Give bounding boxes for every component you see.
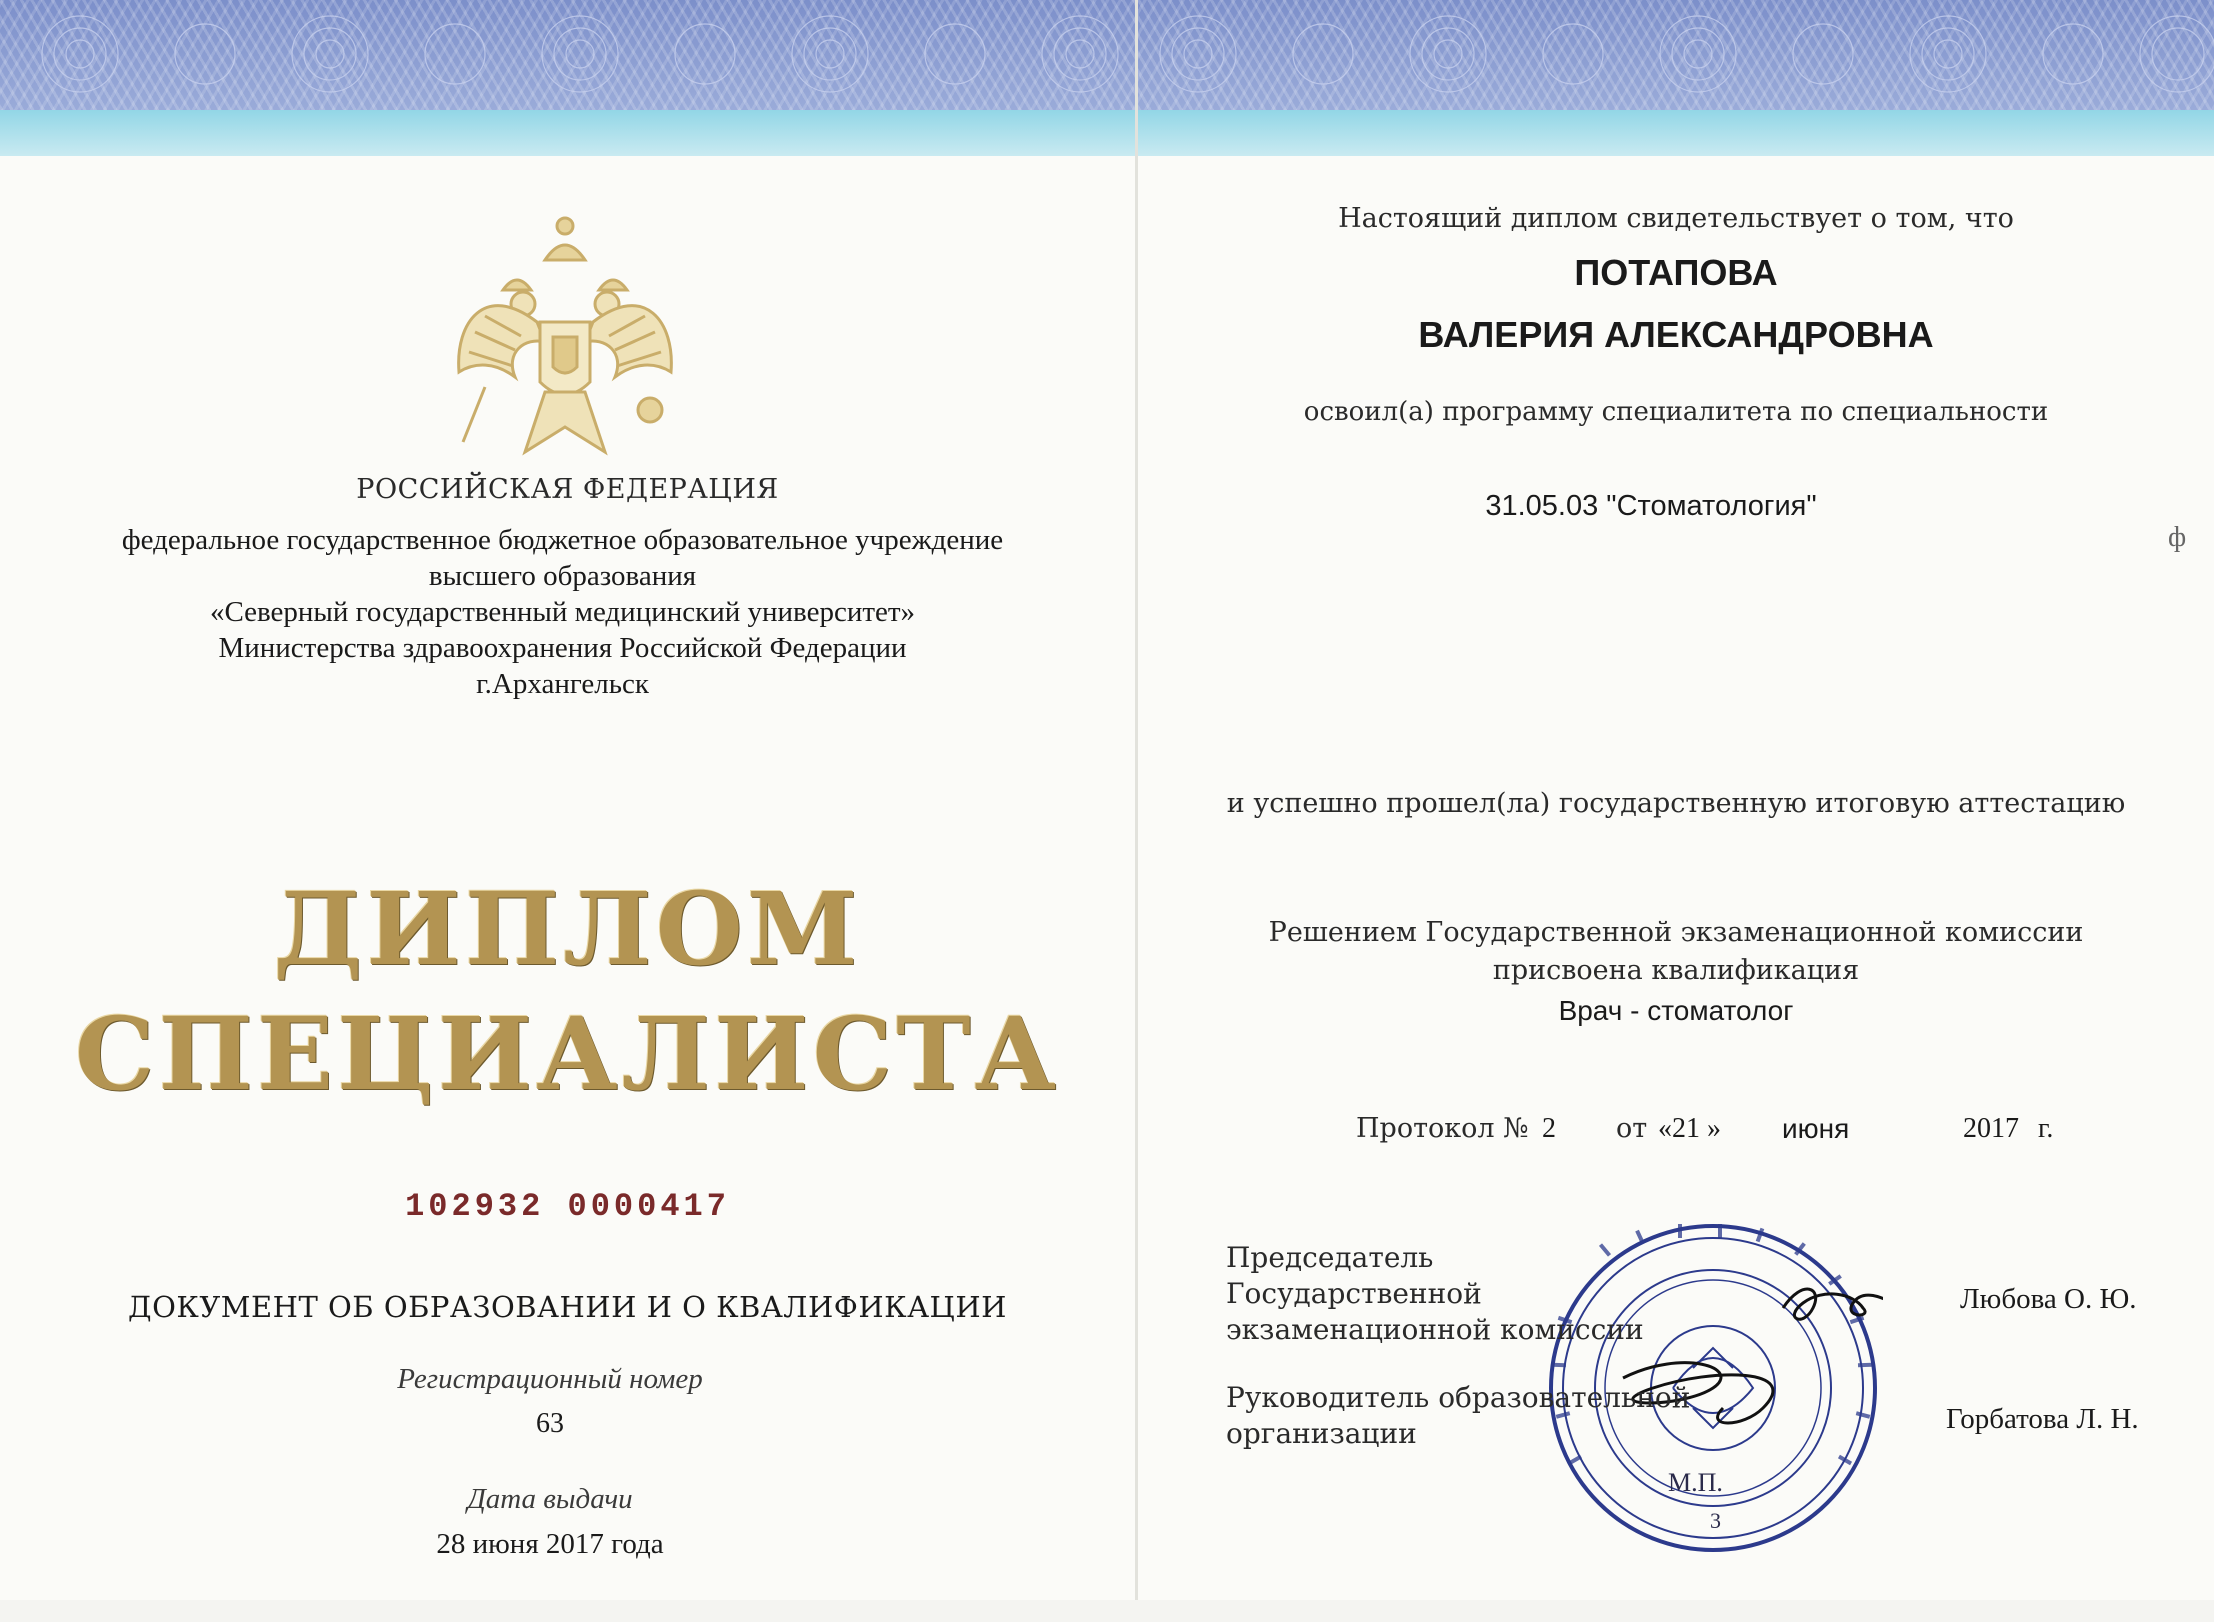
qualification: Врач - стоматолог: [1558, 995, 1794, 1026]
institution-block: [40, 522, 1085, 702]
chairman-title-line-1: Председатель: [1226, 1241, 1434, 1274]
diploma-title-line-1: ДИПЛОМ: [273, 870, 862, 988]
registration-label: Регистрационный номер: [397, 1363, 703, 1395]
decision-line-2: присвоена квалификация: [1492, 955, 1860, 986]
stamp-place-mark: М.П.: [1668, 1468, 1723, 1497]
protocol-day: «21 »: [1658, 1113, 1721, 1144]
protocol-number: 2: [1542, 1113, 1556, 1144]
graduate-surname: ПОТАПОВА: [1574, 252, 1778, 293]
issue-date-label: Дата выдачи: [467, 1483, 633, 1515]
protocol-year: 2017: [1963, 1113, 2019, 1144]
institution-line-2: высшего образования: [428, 560, 697, 592]
diploma-right-page: [1138, 0, 2214, 1600]
registration-number: 63: [536, 1408, 564, 1439]
head-title-line-1: Руководитель образовательной: [1226, 1381, 1691, 1414]
head-title-line-2: организации: [1226, 1417, 1417, 1450]
diploma-title-line-2: СПЕЦИАЛИСТА: [74, 995, 1061, 1113]
protocol-year-suffix: г.: [2038, 1113, 2054, 1144]
institution-line-4: Министерства здравоохранения Российской Федерации: [218, 632, 907, 664]
chairman-name: Любова О. Ю.: [1960, 1283, 2137, 1315]
security-band: [0, 0, 1135, 110]
intro-text: Настоящий диплом свидетельствует о том, что: [1338, 203, 2014, 234]
coat-of-arms-icon: [445, 212, 685, 467]
chairman-title-line-3: экзаменационной комиссии: [1226, 1313, 1644, 1346]
guilloche-pattern: [1138, 8, 2214, 100]
protocol-line: [1138, 1113, 2214, 1153]
document-type: ДОКУМЕНТ ОБ ОБРАЗОВАНИИ И О КВАЛИФИКАЦИИ: [128, 1290, 1007, 1324]
guilloche-pattern: [0, 8, 1135, 100]
program-text: освоил(а) программу специалитета по специальности: [1303, 397, 2049, 427]
security-stripe: [1138, 110, 2214, 156]
institution-line-1: федеральное государственное бюджетное образовательное учреждение: [121, 524, 1004, 556]
specialty: 31.05.03 "Стоматология": [1485, 490, 1817, 522]
institution-line-5: г.Архангельск: [476, 668, 649, 700]
serial-number: 102932 0000417: [405, 1188, 730, 1225]
head-name: Горбатова Л. Н.: [1946, 1403, 2139, 1435]
protocol-from: от: [1616, 1113, 1648, 1144]
graduate-given-names: ВАЛЕРИЯ АЛЕКСАНДРОВНА: [1418, 314, 1934, 355]
attestation-text: и успешно прошел(ла) государственную итоговую аттестацию: [1226, 788, 2126, 819]
institution-line-3: «Северный государственный медицинский университет»: [209, 596, 916, 628]
chairman-title: [1226, 1240, 1644, 1348]
security-stripe: [0, 110, 1135, 156]
chairman-title-line-2: Государственной: [1226, 1277, 1482, 1310]
commission-decision: [1138, 914, 2214, 990]
signature-chairman-icon: [1783, 1289, 1883, 1319]
protocol-label: Протокол №: [1356, 1113, 1529, 1144]
issue-date: 28 июня 2017 года: [436, 1528, 664, 1560]
protocol-month: июня: [1782, 1113, 1850, 1144]
security-band: [1138, 0, 2214, 110]
country-label: РОССИЙСКАЯ ФЕДЕРАЦИЯ: [356, 474, 779, 505]
decision-line-1: Решением Государственной экзаменационной комиссии: [1268, 917, 2084, 948]
margin-mark: ф: [2168, 522, 2187, 553]
head-title: [1226, 1380, 1690, 1452]
stamp-number: 3: [1710, 1508, 1721, 1533]
